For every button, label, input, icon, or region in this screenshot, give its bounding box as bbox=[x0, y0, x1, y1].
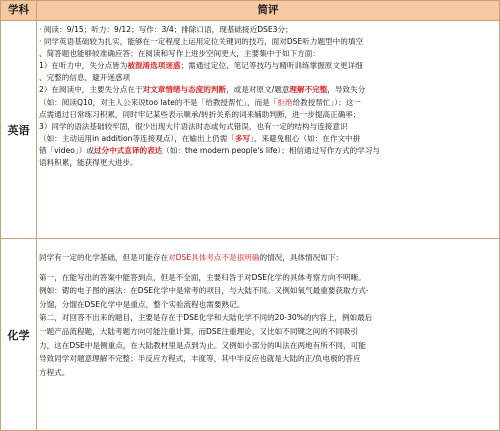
english-line: 1）在听力中，失分点皆为被混淆选项迷惑；需通过定位、笔记等技巧与精听训练掌握原文更详细 bbox=[39, 61, 363, 71]
header-subject: 学科 bbox=[1, 1, 37, 20]
english-line: 错「video」）或过分中式直译的表达（如：the modern people's life）；相信通过写作方式的学习与 bbox=[39, 145, 380, 155]
english-line: （如：主动运用in addition等连接观点），在输出上仍需「多写」，来避免粗心（如：在作文中拼 bbox=[39, 133, 361, 143]
english-line: （如：阅读Q10，对主人公来说too late的不是「给教授帮忙」，而是「拒绝给教授帮忙」）；这一 bbox=[39, 97, 361, 107]
chemistry-line: 同学有一定的化学基础，但是可能存在对DSE具体考点不是很明确的情况，具体情况如下： bbox=[39, 253, 344, 262]
chemistry-line: 分馏，分馏在DSE化学中是重点，整个实验流程也需要熟记。 bbox=[39, 299, 245, 309]
chemistry-line: 第一，在能写出的答案中能答到点，但是不全面，主要归咎于对DSE化学的具体考察方向不明晰。 bbox=[39, 272, 366, 282]
highlight-text: 对文章情绪与态度的判断 bbox=[142, 85, 227, 95]
highlight-text: 被混淆选项迷惑 bbox=[127, 61, 181, 71]
chemistry-line: 力，这在DSE中是侧重点，在大陆教材里是点到为止。又例如小部分的叫法在两地有所不同，可能 bbox=[39, 340, 366, 350]
english-comment bbox=[39, 24, 495, 169]
english-line: 、完整的信息，避开迷惑项 bbox=[39, 73, 131, 83]
subject-chemistry: 化学 bbox=[1, 239, 37, 430]
english-line: 点需通过日常练习积累，同时牢记某些表示顺承/转折关系的词来辅助判断，进一步提高正确率； bbox=[39, 109, 361, 119]
chemistry-line: 方程式。 bbox=[39, 367, 70, 377]
english-line: 3）同学的语法基础较牢固，很少出现大片语法时态或句式错误，也有一定的结构与连接意识 bbox=[39, 121, 348, 131]
subject-english: 英语 bbox=[1, 21, 37, 238]
english-line: · 阅读：9/15；听力：9/12；写作：3/4；排除口语，现基础接近DSE3分； bbox=[39, 25, 293, 34]
chemistry-line: 例如：锶的电子图的画法：在DSE化学中是常考的项目，与大陆不同。又例如氧气最重要获取方式- bbox=[39, 286, 369, 296]
english-line: 语料积累，能获得更大进步。 bbox=[39, 158, 138, 168]
highlight-text: 拒绝 bbox=[277, 97, 293, 107]
highlight-text: 对DSE具体考点不是很明确 bbox=[168, 253, 260, 262]
highlight-text: 多写 bbox=[234, 133, 251, 143]
chemistry-line: 一题产品流程题，大陆考题方向可能注重计算，而DSE注重理论，又比如不同键之间的不同吸引 bbox=[39, 326, 359, 336]
table-row-english bbox=[1, 21, 499, 239]
english-line: · 同学英语基础较为扎实，能够在一定程度上运用定位关键词的技巧，面对DSE听力题型中的填空 bbox=[39, 37, 364, 47]
chemistry-line: 第二，对回答不出来的题目，主要是存在于DSE化学和大陆化学不同的20-30%的内容上，例如最后 bbox=[39, 313, 373, 323]
highlight-text: 过分中式直译的表达 bbox=[93, 145, 163, 155]
chemistry-line: 导致同学对题意理解不完整；半反应方程式，丰度等，其中半反应也就是大陆的正/负电极的答应 bbox=[39, 354, 361, 364]
table-row-chemistry bbox=[1, 239, 499, 430]
chemistry-comment bbox=[39, 251, 495, 379]
table-header bbox=[1, 1, 499, 21]
english-line: 、简答题也能够较准确应答；在阅读和写作上进步空间更大，主要集中于如下方面： bbox=[39, 49, 320, 59]
header-review: 简评 bbox=[257, 4, 279, 16]
highlight-text: 理解不完整 bbox=[289, 85, 328, 95]
english-line: 2）在阅读中，主要失分点在于对文章情绪与态度的判断，或是对原文/题意理解不完整，导致失分 bbox=[39, 85, 366, 95]
